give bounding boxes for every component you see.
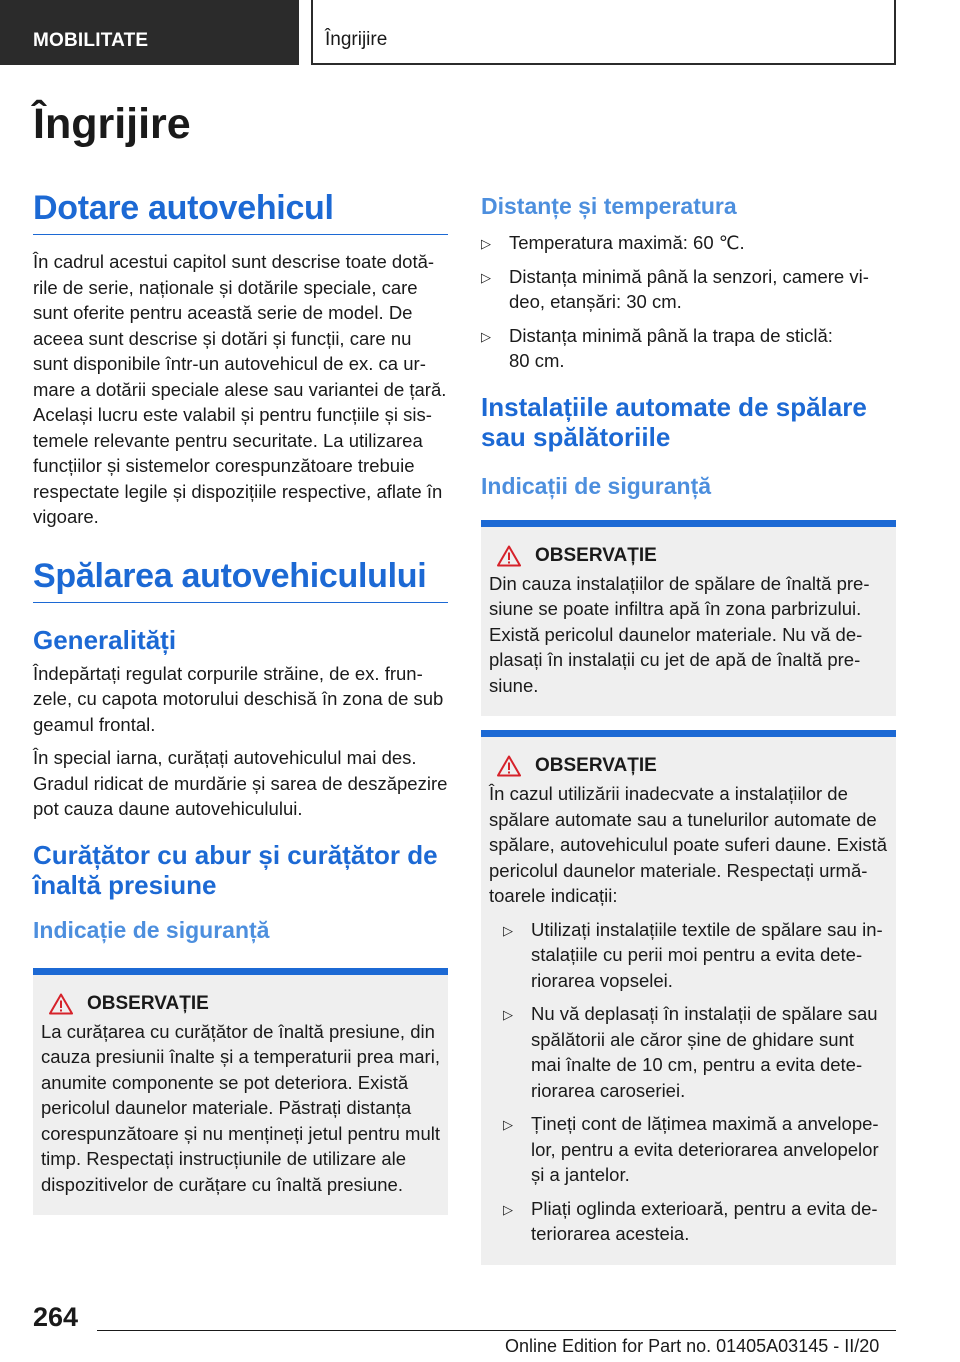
- notice-label-right-2: OBSERVAȚIE: [535, 755, 657, 776]
- page-title: Îngrijire: [33, 100, 191, 148]
- notice-box-right-2: [481, 730, 896, 1265]
- notice-label-right-1: OBSERVAȚIE: [535, 544, 657, 566]
- warning-triangle-icon: [497, 545, 521, 567]
- notice-header-right-2: [489, 755, 888, 777]
- header-chapter-label: Îngrijire: [325, 29, 388, 50]
- heading-spalare: Spălarea autovehiculului: [33, 556, 448, 603]
- header-section-label: MOBILITATE: [33, 30, 149, 51]
- heading-generalitati: Generalități: [33, 624, 177, 655]
- list-item: ▷ Distanța minimă până la senzori, camere video, etanșări: 30 cm.: [481, 265, 869, 312]
- heading-distante: Distanțe și temperatura: [481, 193, 737, 219]
- notice-header-left: [41, 993, 440, 1015]
- list-item: ▷ Țineți cont de lățimea maximă a anvelopelor, pentru a evita deteriorarea anvelopelor și a jantelor.: [503, 1113, 879, 1185]
- notice-box-left: [33, 968, 448, 1216]
- generalitati-p1: Îndepărtați regulat corpurile străine, de ex. frunzele, cu capota motorului deschisă în zona de sub geamul frontal.: [33, 662, 444, 735]
- list-item: ▷ Distanța minimă până la trapa de sticlă: 80 cm.: [481, 324, 833, 371]
- notice-text-right-1: Din cauza instalațiilor de spălare de înaltă presiune se poate infiltra apă în zona parbrizului. Există pericolul daunelor materiale. Nu vă deplasați în instalații cu jet de apă de înaltă presiune.: [489, 572, 870, 696]
- triangle-right-icon: ▷: [503, 1117, 513, 1132]
- footer-divider: [97, 1330, 896, 1331]
- list-item: ▷ Temperatura maximă: 60 ℃.: [481, 230, 896, 256]
- page-number: 264: [33, 1302, 79, 1332]
- triangle-right-icon: ▷: [481, 269, 491, 285]
- triangle-right-icon: ▷: [503, 1007, 513, 1022]
- right-column: [481, 192, 896, 1265]
- heading-dotare: Dotare autovehicul: [33, 188, 448, 235]
- footer-edition: Online Edition for Part no. 01405A03145 - II/20: [505, 1336, 880, 1356]
- heading-curatator: Curățător cu abur și curățător de înaltă presiune: [33, 839, 438, 900]
- notice-list-right-2: [489, 917, 888, 1247]
- notice-text-left: La curățarea cu curățător de înaltă presiune, din cauza presiunii înalte și a temperaturii prea mari, anumite componente se pot deteriora. Există pericolul daunelor materiale. Păstrați distanța corespunzătoare și nu mențineți jetul pentru mult timp. Respectați instrucțiunile de utilizare ale dispozitivelor de curățare cu înaltă presiune.: [41, 1020, 440, 1195]
- warning-triangle-icon: [497, 755, 521, 777]
- triangle-right-icon: ▷: [481, 328, 491, 344]
- notice-label-left: OBSERVAȚIE: [87, 992, 209, 1014]
- warning-triangle-icon: [49, 993, 73, 1015]
- header-chapter-box: [311, 0, 896, 65]
- list-item: ▷ Utilizați instalațiile textile de spălare sau instalațiile cu perii moi pentru a evita deteriorarea vopselei.: [503, 918, 883, 991]
- dotare-text: În cadrul acestui capitol sunt descrise toate dotările de serie, naționale și dotările speciale, care sunt oferite pentru această serie de model. De aceea sunt descrise și dotări și funcții, care nu sunt disponibile într-un autovehicul de ex. ca urmare a dotării speciale alese sau variantei de țară. Același lucru este valabil și pentru funcțiile și sistemele relevante pentru securitate. La utilizarea funcțiilor și sistemelor corespunzătoare trebuie respectate legile și dispozițiile respective, aflate în vigoare.: [33, 251, 447, 527]
- triangle-right-icon: ▷: [503, 922, 513, 938]
- heading-safety-right: Indicații de siguranță: [481, 472, 712, 499]
- left-column: [33, 188, 448, 1215]
- heading-instalatii: Instalațiile automate de spălare sau spălătoriile: [481, 391, 867, 452]
- notice-box-right-1: [481, 520, 896, 717]
- triangle-right-icon: ▷: [503, 1201, 513, 1217]
- generalitati-p2: În special iarna, curățați autovehiculul mai des. Gradul ridicat de murdărie și sarea de deszăpezire pot cauza daune autovehiculului.: [33, 747, 448, 819]
- notice-text-right-2: În cazul utilizării inadecvate a instalațiilor de spălare automate sau a tunelurilor automate de spălare, autovehiculul poate suferi daune. Există pericolul daunelor materiale. Respectați următoarele indicații:: [489, 783, 888, 906]
- distances-list: [481, 230, 896, 374]
- header-section-tab: [0, 0, 299, 65]
- triangle-right-icon: ▷: [481, 236, 491, 251]
- heading-safety-left: Indicație de siguranță: [33, 916, 270, 943]
- list-item: ▷ Pliați oglinda exterioară, pentru a evita deteriorarea acesteia.: [503, 1197, 878, 1244]
- notice-header-right-1: [489, 545, 888, 567]
- list-item: ▷ Nu vă deplasați în instalații de spălare sau spălătorii ale căror șine de ghidare sunt mai înalte de 10 cm, pentru a evita deteriorarea caroseriei.: [503, 1003, 878, 1101]
